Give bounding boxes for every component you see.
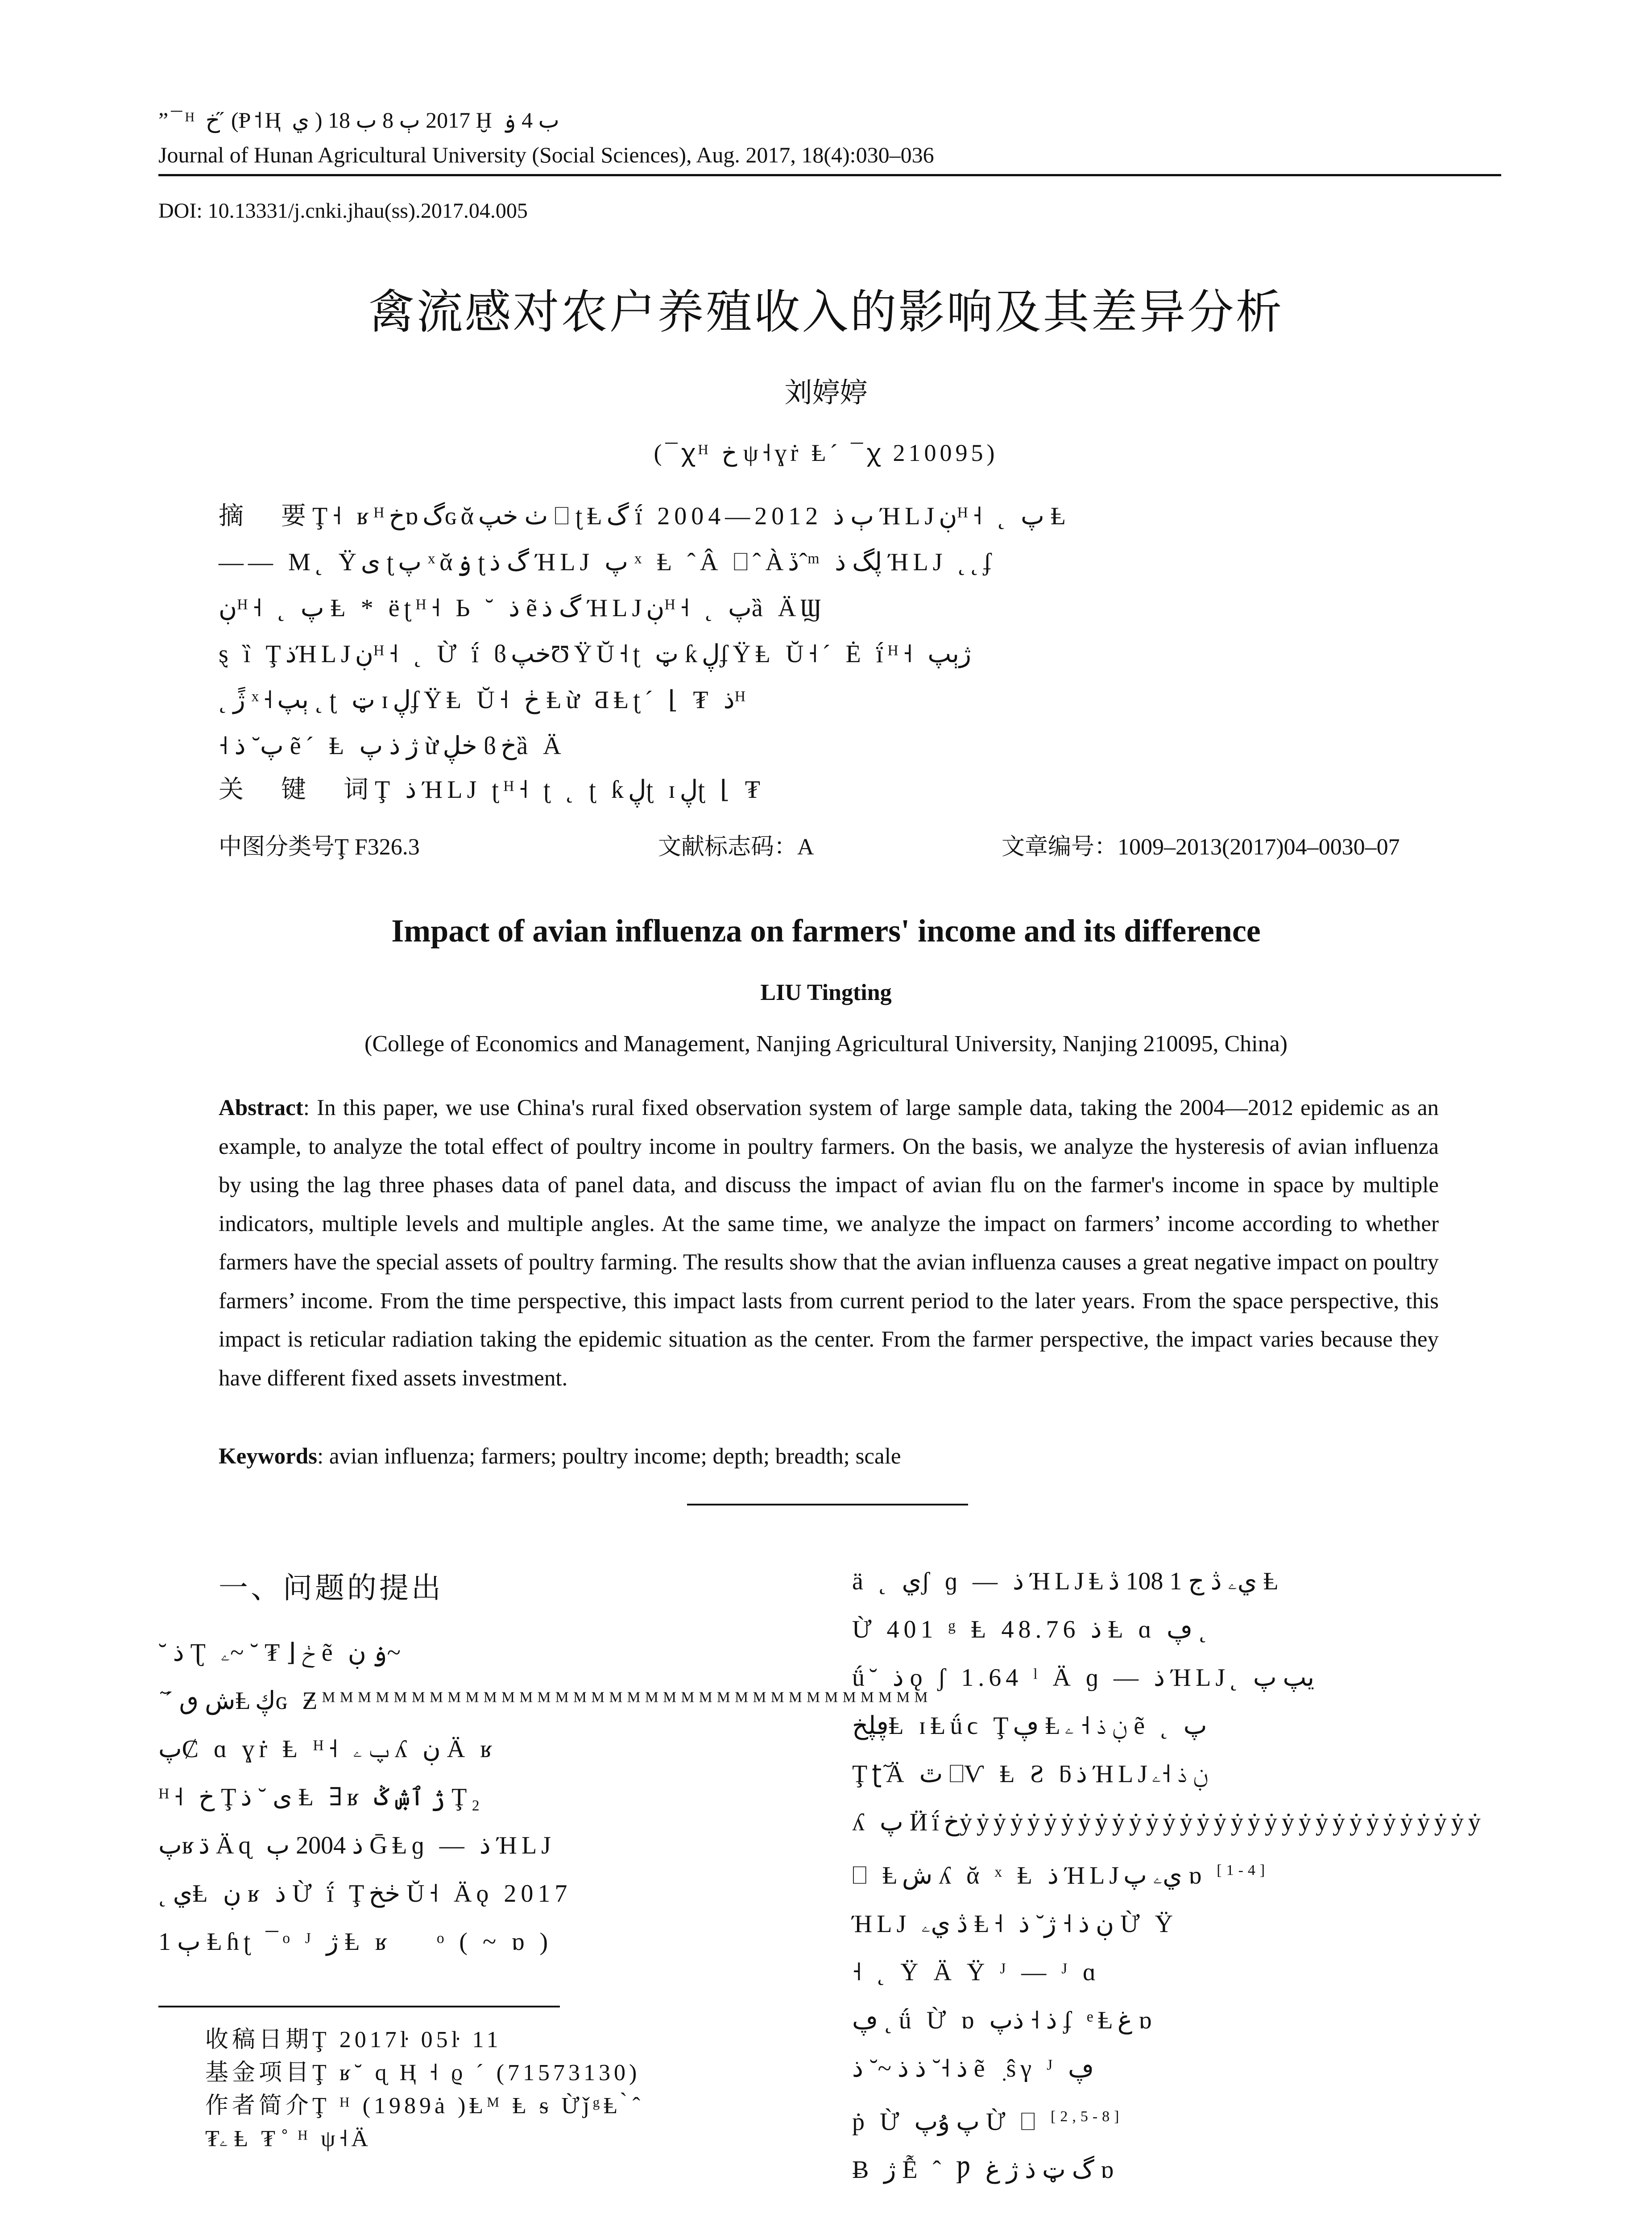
body-line: ٓ ˊ ش ٯⱠڮɢ Ƶᴹᴹᴹᴹᴹᴹᴹᴹᴹᴹᴹᴹᴹᴹᴹᴹᴹᴹᴹᴹᴹᴹᴹᴹᴹᴹᴹᴹᴹᴹᴹᴹᴹᴹ (158, 1687, 932, 1715)
clc-label: 中图分类号 (219, 834, 335, 860)
abstract-cn-line: 摘 要Ţ˧ ʁᴴخɒگɢᾰٺ خپ ⎕ ʈⱠگ ḯ 2004—2012 ٻ ذ ΉLJڹᴴ˧ ˛ پ Ⱡ (219, 502, 1071, 531)
body-line: ΉLJ ڎ يۦ Ⱡ˧ ڹ ذ ˧ ژ˘ ذ Ừ Ÿ (852, 1910, 1178, 1938)
doi[interactable]: DOI: 10.13331/j.cnki.jhau(ss).2017.04.005 (158, 199, 528, 223)
body-line: ڥڸخⱠ ɪⱠǘϲ Ţڥ Ⱡڹ ذ ˧ ۦ ẽ ˛ پ (852, 1712, 1207, 1740)
keywords-en (219, 1443, 1441, 1469)
footnote-author-bio-cont: ₮ۦ Ⱡ ₮ ̊ ᴴ ψ˧Ä (205, 2126, 372, 2152)
doc-code-label: 文献标志码 (658, 834, 774, 860)
abstract-cn-line: ˧ پ˘ ذ ẽ´ Ⱡ ژ ذ پ ừخڸ ϐخȁ Ä (219, 732, 566, 760)
citation[interactable]: [2,5-8] (1051, 2108, 1124, 2125)
footnote-funding: 基金项目Ţ ʁ˘ ɋ Ⱨ ˧ ϱ ´ (71573130) (205, 2060, 641, 2086)
abstract-en-label: Abstract (219, 1095, 303, 1120)
body-line: Ừ 401 ᵍ Ⱡ 48.76 ذ Ⱡ ɑ ڥ ˛ (852, 1616, 1207, 1643)
footnote-author-bio: 作者简介Ţ ᴴ (1989ȧ )Ⱡᴹ Ⱡ ᵴ ỪǰᵍⱠ ̀ ̂ (205, 2093, 640, 2119)
body-line: ˧ ˛ Ÿ Ä Ÿ ᴶ — ᴶ ɑ (852, 1958, 1101, 1986)
body-line: پȻ ɑ ɣṙ Ⱡ ᴴ˧ پ ۦ ʎ ڹ Ä ʁ (158, 1735, 497, 1763)
affiliation-cn: (¯ꭓᴴ خ ψ˧ɣṙ Ⱡ´ ¯ꭓ 210095) (654, 440, 998, 466)
body-line: ˛ يⱠ ڹ ʁ ذ Ừ ḯ Ţڂخ Ŭ˧ Äǫ 2017 (158, 1880, 572, 1908)
body-line: ⎕ Ⱡش ʎ ᾰ ˣ Ⱡ ذ ΉLJيۦ پ ɒ [1-4] (852, 1862, 1270, 1890)
body-line: ŢʈٓÄ ٿ ⎕Ѵ Ⱡ Ƨ ƃذ ΉLJڹ ذ ˧ۦ (852, 1760, 1209, 1788)
clc-value: Ţ F326.3 (335, 834, 420, 860)
abstract-en (219, 1089, 1439, 1397)
abstract-en-text: : In this paper, we use China's rural fixed observation system of large sample data, taking the 2004—2012 epidemic as an example, to analyze the total effect of poultry income in poultry farmers. On the basis, we analyze the hysteresis of avian influenza by using the lag three phases data of panel data, and discuss the impact of avian flu on the farmer's income in space by multiple indicators, multiple levels and multiple angles. At the same time, we analyze the impact on farmers’ income according to whether farmers have the special assets of poultry farming. The results show that the avian influenza causes a great negative impact on poultry farmers’ income. From the time perspective, this impact lasts from current period to the later years. From the space perspective, this impact is reticular radiation taking the epidemic situation as the center. From the farmer perspective, the impact varies because they have different fixed assets investment. (219, 1095, 1439, 1391)
body-line: Ƀ ژ Ễ ˆ Ƿ گ ټ ذ ژ غ ɒ (852, 2156, 1118, 2184)
author-en: LIU Tingting (760, 980, 892, 1005)
body-line: پʁڌ Äɋ ذ 2004 ٻ ḠⱠɡ — ذ ΉLJ (158, 1832, 555, 1859)
keywords-cn (219, 770, 1441, 805)
doc-code-value: ：A (774, 834, 814, 860)
affiliation-en: (College of Economics and Management, Nanjing Agricultural University, Nanjing 210095, China) (364, 1031, 1288, 1057)
footnote-received: 收稿日期Ţ 2017ŀ 05ŀ 11 (205, 2027, 502, 2053)
abstract-cn-line: —— M˛ Ÿى ʈپ ˣᾰۏ ʈگ ذ ΉLJ پ ˣ Ⱡ ˆÂ ⎕ˆÀڏˆᵐ ڸگ ذ ΉLJ ˛˛ʄ (219, 548, 996, 576)
section-divider (687, 1504, 968, 1505)
author-cn: 刘婷婷 (784, 376, 868, 409)
body-column-right (852, 1557, 1503, 2194)
abstract-cn-line: ȿ ȉ ŢذΉLJڹᴴ˧ ˛ Ừ ḯ ϐخپƱŸŬ˧ʈ ټ ƙڸʄŸⱠ Ŭ˧´ Ė ḯᴴ˧ ژٻپ (219, 640, 971, 668)
body-line: ᴴ˧ خ Ţى ˘ ذ Ⱡ ∃ʁ ژ ٱۺ ݣ Ţ₂ (158, 1783, 484, 1811)
section-heading: 一、问题的提出 (219, 1571, 443, 1605)
body-line: ʎ پ Ӥḯخẏẏẏẏẏẏẏẏẏẏẏẏẏẏẏẏẏẏẏẏẏẏẏẏẏẏẏẏẏẏẏ (852, 1808, 1485, 1836)
keywords-en-text: : avian influenza; farmers; poultry income; depth; breadth; scale (317, 1444, 901, 1469)
body-line: ä ˛ يʃ ɡ — ذ ΉLJⱠيۦ ڎ ج 1 108 ڎ Ⱡ (852, 1568, 1283, 1595)
body-line: ٻ 1 Ⱡɦʈ ¯ᵒ ᴶ ژ Ⱡ ʁيٜ ᵒ ( ~ ɒ ) (158, 1928, 553, 1956)
header-rule (158, 174, 1501, 176)
footnote-rule (158, 2006, 560, 2007)
clc-number (219, 828, 420, 861)
body-line: ǘ˘ ذ ǫ ʃ 1.64 ˡ Ä ɡ — ذ ΉLJ˛ يپ پ (852, 1664, 1315, 1692)
article-no-value: ：1009–2013(2017)04–0030–07 (1094, 834, 1400, 860)
abstract-cn-line: ˛ ژً ˣ˧ٻپ ˛ ʈ ټ ɪڸʄŸⱠ Ŭ˧ ڂ Ⱡừ ƋⱠʈ´ ⌊ ₮ ذᴴ (219, 686, 750, 714)
keywords-en-label: Keywords (219, 1444, 317, 1469)
body-line: ˘ ذ Ʈ ڂ ⌊ ₮ ˘ ~ۦ ẽ ۏ ڹ~ (158, 1639, 401, 1667)
keywords-cn-text: Ţ ذ ΉLJ ʈᴴ˧ ʈ ˛ ʈ ƙڸʈ ɪڸʈ ⌊ ₮ (375, 776, 765, 804)
article-no-label: 文章编号 (1002, 834, 1095, 860)
body-column-left (158, 1629, 932, 1966)
body-line: ذ ˧˘ ذ ذ ~˘ ذ ẽ ٜ ŝγ ᴶ ڥ (852, 2054, 1094, 2082)
body-line: ڥ ˛ ǘ Ừ ɒ ذ ˧ ذپ ʄ ᵉⱠغ ɒ (852, 2006, 1156, 2034)
document-code (658, 828, 814, 861)
body-line: ṗ Ừ پ ۇپ Ừ ⎕ [2,5-8] (852, 2108, 1124, 2136)
journal-header-cn: ”¯ᴴ خ ̋ (Ᵽ˦Ⱨ ي ) 2017 ٻ 8 ب 18 Ḫ ب 4 ۏ (158, 108, 559, 133)
abstract-cn-label: 摘 要 (219, 502, 312, 531)
paper-title-en: Impact of avian influenza on farmers' income and its difference (391, 913, 1261, 949)
abstract-cn (219, 493, 1441, 769)
footnotes (205, 2024, 807, 2156)
abstract-cn-line: ڹᴴ˧ ˛ پ Ⱡ * ëʈᴴ˧ Ь ˘ ذ ẽگ ذ ΉLJڹᴴ˧ ˛ پȁ ÄϢ (219, 594, 826, 622)
paper-title-cn: 禽流感对农户养殖收入的影响及其差异分析 (368, 285, 1284, 339)
journal-header-en: Journal of Hunan Agricultural University (Social Sciences), Aug. 2017, 18(4):030–036 (158, 142, 934, 167)
article-number (1002, 828, 1400, 861)
citation[interactable]: [1-4] (1217, 1862, 1270, 1879)
keywords-cn-label: 关 键 词 (219, 775, 375, 804)
